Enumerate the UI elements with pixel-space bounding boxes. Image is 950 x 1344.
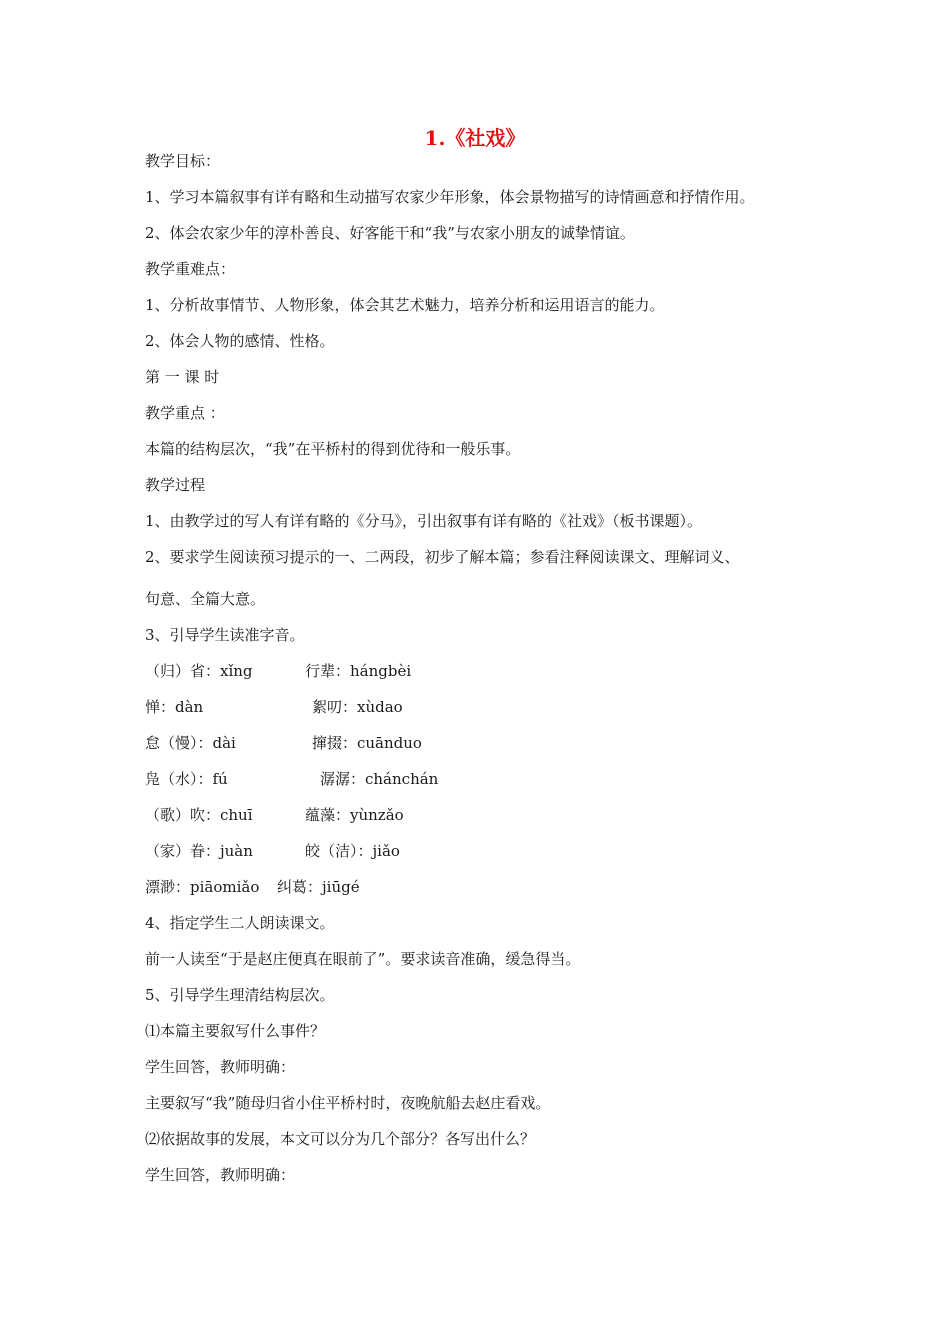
response-label: 学生回答，教师明确： [145, 1166, 296, 1184]
pronunciation-row [145, 769, 845, 789]
difficulty-item: 2、体会人物的感情、性格。 [145, 332, 335, 350]
pronunciation-word: 漂渺：piāomiǎo [145, 878, 260, 896]
pronunciation-word: 纠葛：jiūgé [277, 878, 360, 896]
pronunciation-word: 凫（水）：fú [145, 770, 228, 788]
difficulties-heading: 教学重难点： [145, 260, 236, 278]
pronunciation-word: 潺潺：chánchán [320, 770, 439, 788]
process-step: 3、引导学生读准字音。 [145, 626, 305, 644]
process-heading: 教学过程 [145, 476, 206, 494]
process-step-continued: 句意、全篇大意。 [145, 590, 266, 608]
process-step: 2、要求学生阅读预习提示的一、二两段，初步了解本篇；参看注释阅读课文、理解词义、 [145, 548, 740, 566]
pronunciation-word: 行辈：hángbèi [305, 662, 412, 680]
pronunciation-word: 惮：dàn [145, 698, 204, 716]
pronunciation-word: 蕴藻：yùnzǎo [305, 806, 404, 824]
pronunciation-row [145, 805, 845, 825]
pronunciation-row [145, 841, 845, 861]
difficulty-item: 1、分析故事情节、人物形象，体会其艺术魅力，培养分析和运用语言的能力。 [145, 296, 665, 314]
process-step: 1、由教学过的写人有详有略的《分马》，引出叙事有详有略的《社戏》（板书课题）。 [145, 512, 703, 530]
pronunciation-word: （归）省：xǐng [145, 662, 253, 680]
focus-heading: 教学重点 ： [145, 404, 225, 422]
question: ⑵依据故事的发展，本文可以分为几个部分？各写出什么？ [145, 1130, 536, 1148]
pronunciation-row [145, 697, 845, 717]
pronunciation-row [145, 661, 845, 681]
objectives-heading: 教学目标： [145, 152, 221, 170]
answer-text: 主要叙写“我”随母归省小住平桥村时，夜晚航船去赵庄看戏。 [145, 1094, 551, 1112]
process-step: 5、引导学生理清结构层次。 [145, 986, 335, 1004]
question: ⑴本篇主要叙写什么事件？ [145, 1022, 326, 1040]
page-title: 1.《社戏》 [424, 126, 526, 150]
objective-item: 1、学习本篇叙事有详有略和生动描写农家少年形象，体会景物描写的诗情画意和抒情作用。 [145, 188, 755, 206]
pronunciation-row [145, 733, 845, 753]
pronunciation-word: 撺掇：cuānduo [312, 734, 422, 752]
process-step: 4、指定学生二人朗读课文。 [145, 914, 335, 932]
pronunciation-row [145, 877, 845, 897]
step-detail: 前一人读至“于是赵庄便真在眼前了”。要求读音准确，缓急得当。 [145, 950, 581, 968]
objective-item: 2、体会农家少年的淳朴善良、好客能干和“我”与农家小朋友的诚挚情谊。 [145, 224, 635, 242]
response-label: 学生回答，教师明确： [145, 1058, 296, 1076]
pronunciation-word: （歌）吹：chuī [145, 806, 253, 824]
pronunciation-word: 絮叨：xùdao [312, 698, 403, 716]
pronunciation-word: （家）眷：juàn [145, 842, 253, 860]
pronunciation-word: 皎（洁）：jiǎo [305, 842, 400, 860]
focus-text: 本篇的结构层次，“我”在平桥村的得到优待和一般乐事。 [145, 440, 521, 458]
lesson-label: 第 一 课 时 [145, 368, 220, 386]
pronunciation-word: 怠（慢）：dài [145, 734, 236, 752]
